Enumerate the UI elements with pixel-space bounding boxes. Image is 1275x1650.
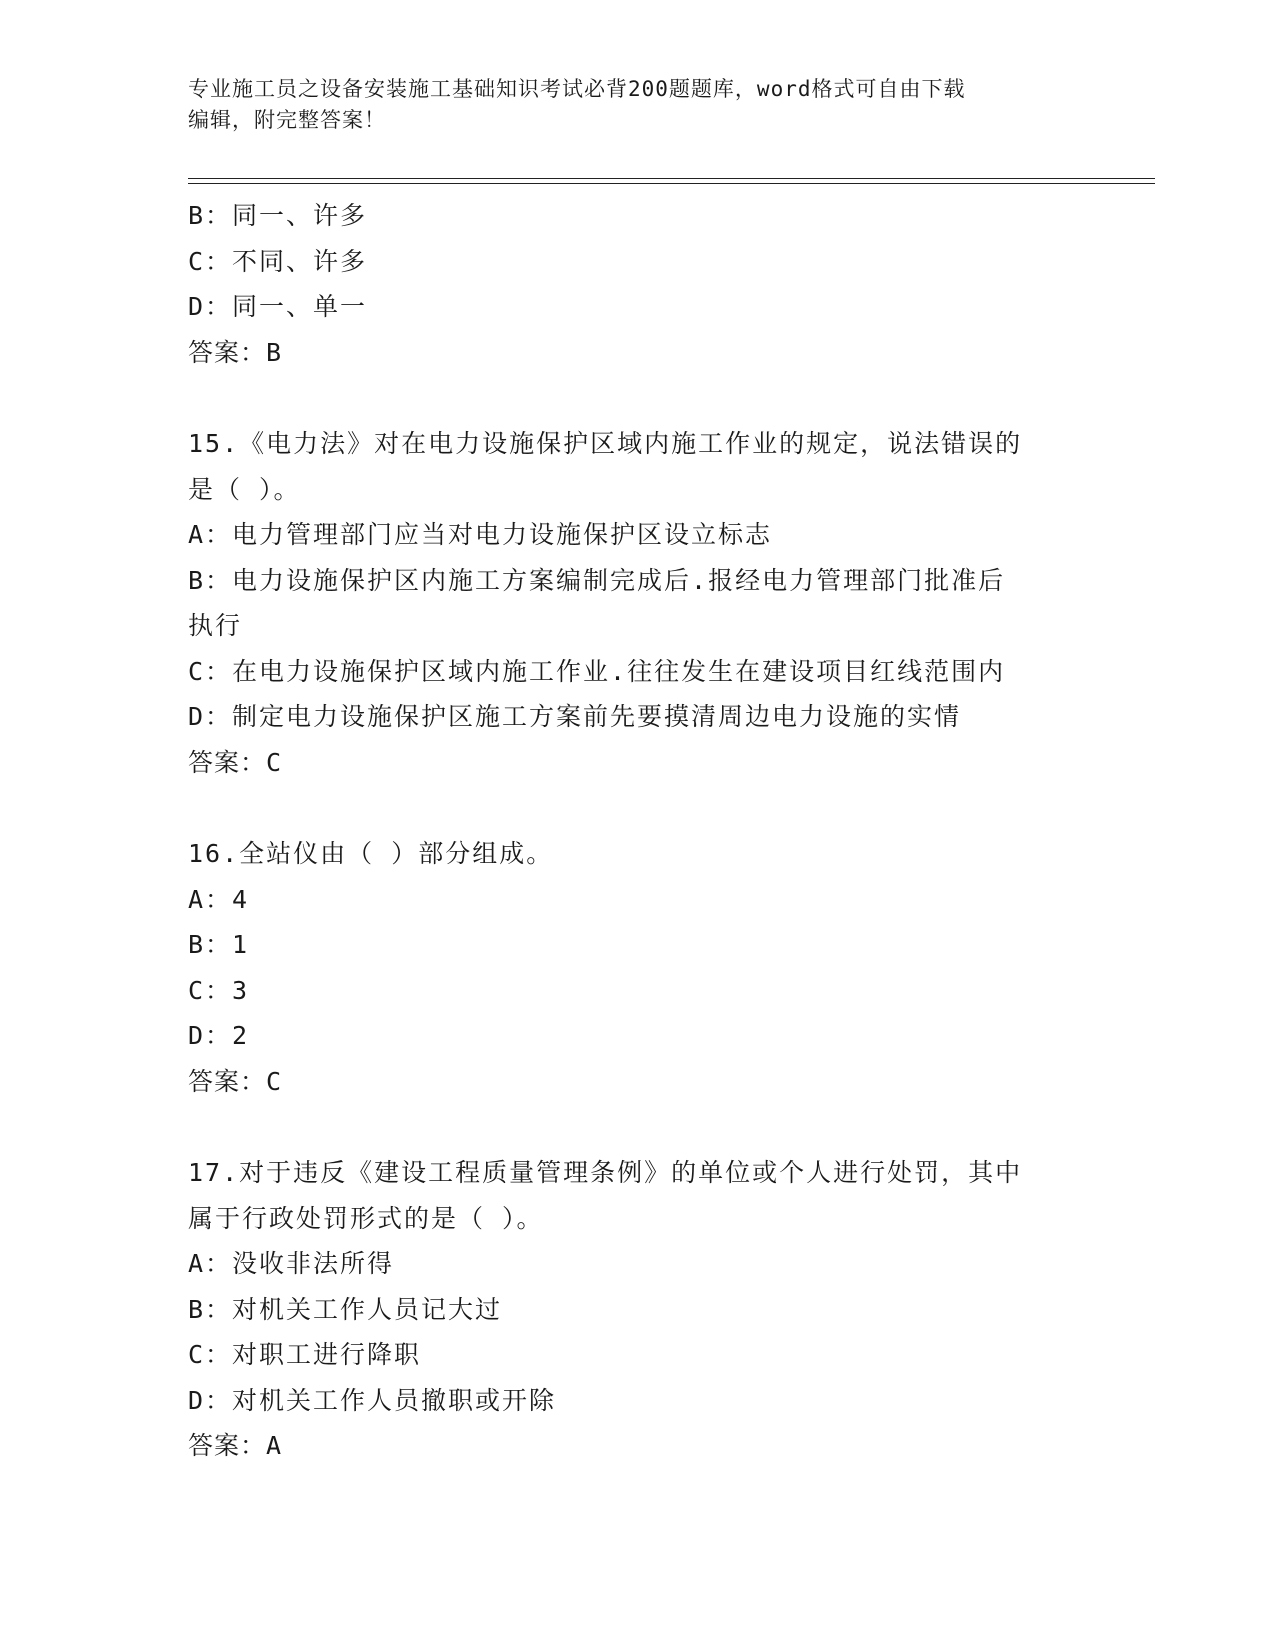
- option-b: B：同一、许多: [188, 201, 368, 230]
- header-line-1: 专业施工员之设备安装施工基础知识考试必背200题题库，word格式可自由下载: [188, 77, 966, 101]
- header-line-2: 编辑，附完整答案！: [188, 108, 386, 132]
- option-b: B：1: [188, 930, 250, 959]
- option-b-cont: 执行: [188, 611, 243, 640]
- question-stem: 17.对于违反《建设工程质量管理条例》的单位或个人进行处罚，其中: [188, 1158, 1023, 1187]
- option-d: D：制定电力设施保护区施工方案前先要摸清周边电力设施的实情: [188, 702, 962, 731]
- question-15: [188, 421, 1088, 785]
- question-stem: 15.《电力法》对在电力设施保护区域内施工作业的规定，说法错误的: [188, 429, 1023, 458]
- option-a: A：没收非法所得: [188, 1249, 395, 1278]
- spacer: [188, 1104, 1088, 1150]
- option-d: D：对机关工作人员撤职或开除: [188, 1385, 557, 1415]
- question-14-tail: [188, 193, 1088, 375]
- spacer: [188, 785, 1088, 831]
- option-a: A：电力管理部门应当对电力设施保护区设立标志: [188, 520, 773, 549]
- spacer: [188, 375, 1088, 421]
- option-d: D：同一、单一: [188, 292, 368, 321]
- option-a: A：4: [188, 884, 250, 914]
- header-divider-top: [188, 178, 1155, 179]
- option-c: C：不同、许多: [188, 246, 368, 276]
- option-c: C：3: [188, 975, 250, 1005]
- option-c: C：对职工进行降职: [188, 1340, 422, 1369]
- option-c: C：在电力设施保护区域内施工作业.往往发生在建设项目红线范围内: [188, 656, 1006, 686]
- answer: 答案：B: [188, 337, 283, 367]
- option-d: D：2: [188, 1021, 250, 1050]
- question-stem-cont: 属于行政处罚形式的是（ ）。: [188, 1203, 544, 1233]
- question-stem-cont: 是（ ）。: [188, 474, 301, 504]
- document-header: [188, 74, 1068, 136]
- question-stem: 16.全站仪由（ ）部分组成。: [188, 839, 554, 868]
- question-17: [188, 1150, 1088, 1469]
- question-16: [188, 831, 1088, 1104]
- option-b: B：对机关工作人员记大过: [188, 1294, 503, 1324]
- answer: 答案：C: [188, 1066, 283, 1096]
- header-divider-bottom: [188, 183, 1155, 184]
- answer: 答案：C: [188, 747, 283, 777]
- document-body: [188, 193, 1088, 1469]
- option-b: B：电力设施保护区内施工方案编制完成后.报经电力管理部门批准后: [188, 565, 1006, 595]
- answer: 答案：A: [188, 1431, 283, 1460]
